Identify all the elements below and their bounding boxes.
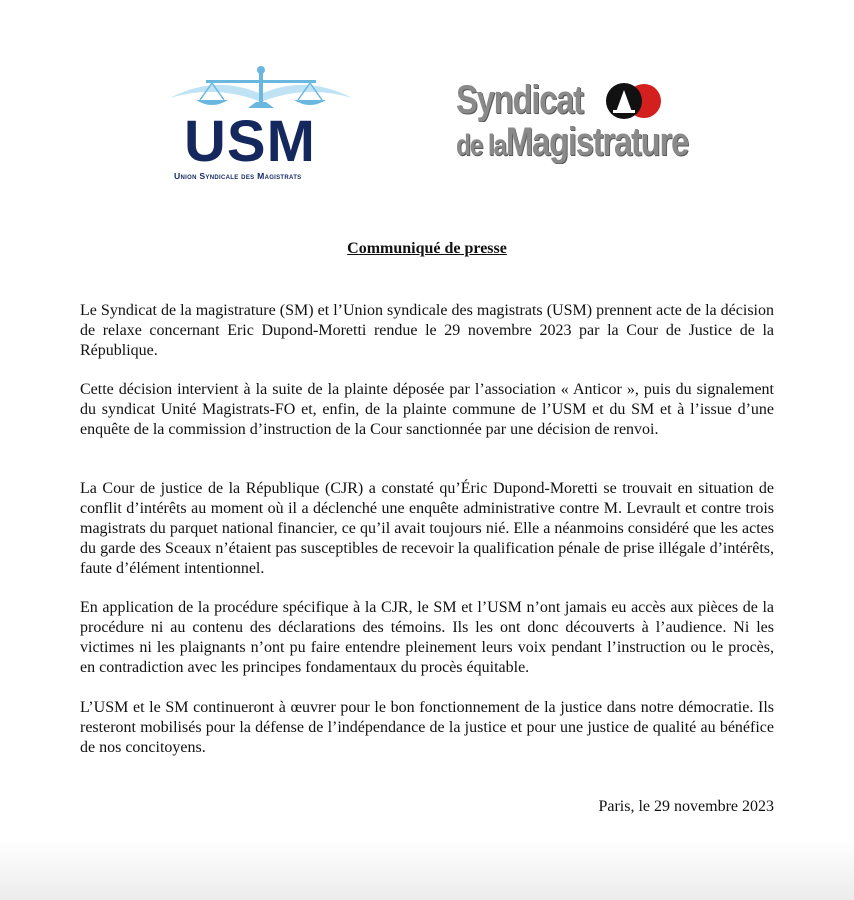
paragraph-4: En application de la procédure spécifique à la CJR, le SM et l’USM n’ont jamais eu accès aux pièces de la procédure ni au contenu des déclarations des témoins. Ils les ont donc découverts à l’audience. Ni les victimes ni les plaignants n’ont pu faire entendre pleinement leurs voix pendant l’instruction ou le procès, en contradiction avec les principes fondamentaux du procès équitable.	[80, 599, 774, 676]
usm-logo	[166, 64, 356, 186]
dateline: Paris, le 29 novembre 2023	[598, 798, 774, 815]
usm-logo-subtitle: Union Syndicale des Magistrats	[174, 171, 302, 181]
sm-logo-line2	[456, 120, 688, 173]
paragraph-2: Cette décision intervient à la suite de la plainte déposée par l’association « Anticor », puis du signalement du syndicat Unité Magistrats-FO et, enfin, de la plainte commune de l’USM et du SM et à l’issue d’une enquête de la commission d’instruction de la Cour sanctionnée par une décision de renvoi.	[80, 381, 774, 438]
sm-emblem-icon	[594, 82, 666, 120]
syndicat-magistrature-logo	[452, 78, 712, 168]
document-title: Communiqué de presse	[347, 240, 507, 257]
sm-logo-line1: Syndicat	[456, 78, 583, 122]
paragraph-3: La Cour de justice de la République (CJR) a constaté qu’Éric Dupond-Moretti se trouvait en situation de conflit d’intérêts au moment où il a déclenché une enquête administrative contre M. Levrault et contre trois magistrats du parquet national financier, ce qu’il avait toujours nié. Elle a néanmoins considéré que les actes du garde des Sceaux n’étaient pas susceptibles de recevoir la qualification pénale de prise illégale d’intérêts, faute d’élément intentionnel.	[80, 480, 774, 577]
paragraph-1: Le Syndicat de la magistrature (SM) et l’Union syndicale des magistrats (USM) prennent acte de la décision de relaxe concernant Eric Dupond-Moretti rendue le 29 novembre 2023 par la Cour de Justice de la République.	[80, 302, 774, 359]
sm-logo-de-la: de la	[456, 129, 506, 162]
paragraph-5: L’USM et le SM continueront à œuvrer pour le bon fonctionnement de la justice dans notre démocratie. Ils resteront mobilisés pour la défense de l’indépendance de la justice et pour une justice de qualité au bénéfice de nos concitoyens.	[80, 699, 774, 756]
usm-logo-wordmark: USM	[184, 109, 316, 174]
page-bottom-shadow	[0, 840, 854, 900]
sm-logo-magistrature: Magistrature	[505, 120, 689, 164]
